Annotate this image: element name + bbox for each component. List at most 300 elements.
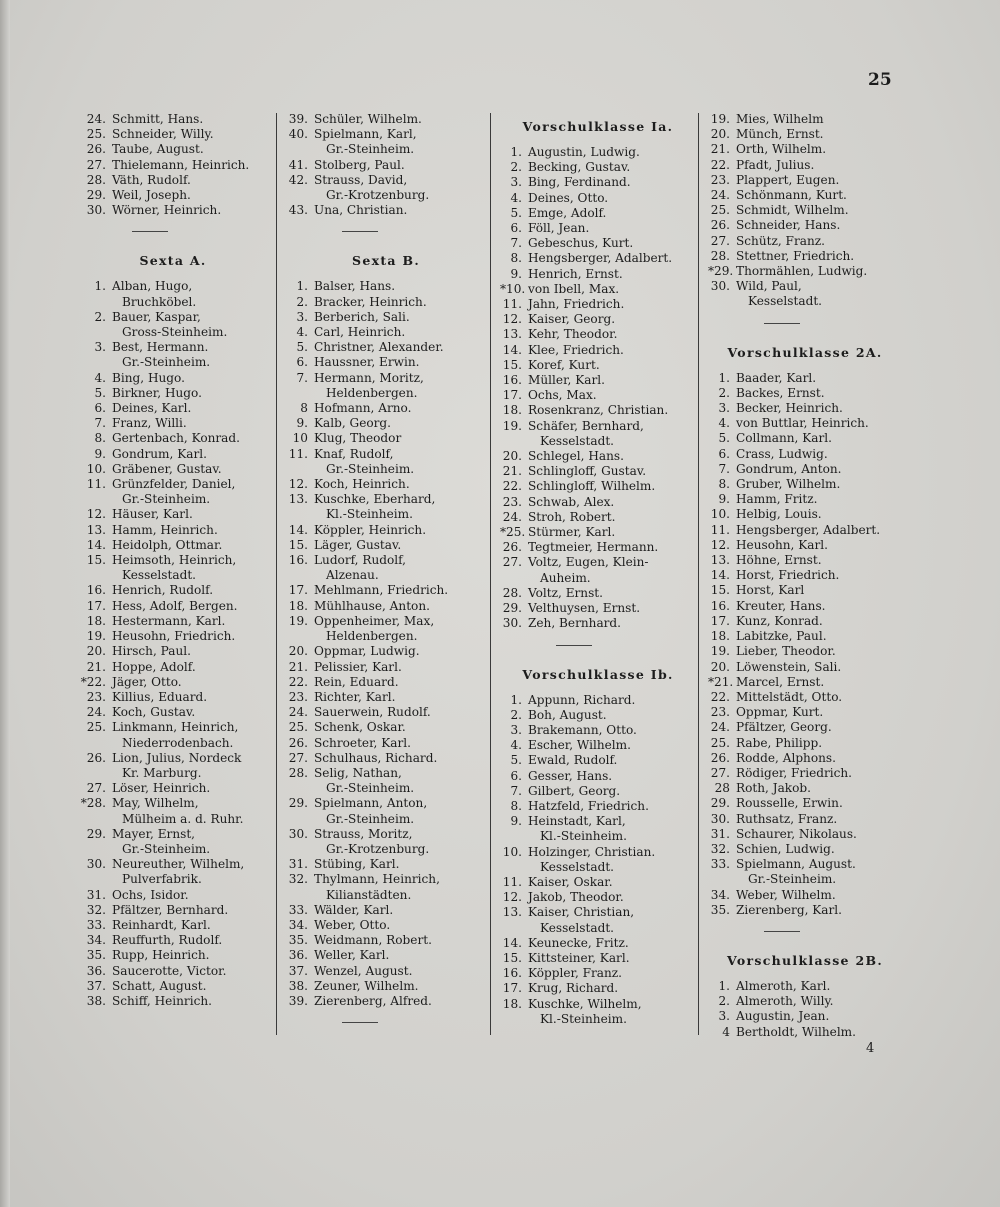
- student-entry: [708, 431, 902, 446]
- student-name: Henrich, Rudolf.: [112, 583, 214, 598]
- student-name: Schäfer, Bernhard,: [528, 418, 644, 433]
- student-name: Baader, Karl.: [736, 370, 817, 385]
- student-entry: [708, 173, 902, 188]
- entry-number: 13.: [710, 553, 730, 568]
- student-name: Christner, Alexander.: [314, 340, 444, 355]
- student-residence: [286, 888, 486, 903]
- student-name: Balser, Hans.: [314, 279, 396, 294]
- entry-number: 13.: [502, 905, 522, 920]
- entry-number: 32.: [86, 902, 106, 917]
- student-entry: [708, 462, 902, 477]
- entry-number: 14.: [288, 522, 308, 537]
- student-entry: [708, 599, 902, 614]
- entry-number: 24.: [502, 509, 522, 524]
- student-entry: [286, 720, 486, 735]
- column-divider: [698, 113, 699, 1035]
- student-name: Pfältzer, Georg.: [736, 720, 832, 735]
- student-entry: [500, 419, 696, 434]
- entry-number: 10.: [502, 844, 522, 859]
- entry-number: 23.: [502, 494, 522, 509]
- student-entry: [76, 386, 270, 401]
- student-entry: [708, 614, 902, 629]
- entry-number: 42.: [288, 172, 308, 187]
- entry-number: 15.: [710, 583, 730, 598]
- student-name: Rupp, Heinrich.: [112, 948, 210, 963]
- student-name: Neureuther, Wilhelm,: [112, 857, 245, 872]
- entry-number: 35.: [710, 902, 730, 917]
- student-entry: [500, 297, 696, 312]
- entry-number: 26.: [710, 218, 730, 233]
- section-divider: [556, 645, 592, 660]
- student-entry: [500, 738, 696, 753]
- student-name: Collmann, Karl.: [736, 431, 832, 446]
- residence-text: Gr.-Steinheim.: [122, 492, 211, 507]
- student-name: Weil, Joseph.: [112, 188, 191, 203]
- student-entry: [76, 948, 270, 963]
- entry-number: 1.: [510, 145, 522, 159]
- entry-number: 34.: [288, 917, 308, 932]
- student-name: Heusohn, Friedrich.: [112, 629, 236, 644]
- student-entry: [500, 525, 696, 540]
- entry-number: 21.: [288, 659, 308, 674]
- student-residence: [286, 568, 486, 583]
- residence-text: Mülheim a. d. Ruhr.: [122, 811, 244, 826]
- entry-number: 24.: [288, 705, 308, 720]
- student-residence: [286, 142, 486, 157]
- student-name: Schiff, Heinrich.: [112, 993, 212, 1008]
- student-entry: [708, 781, 902, 796]
- student-entry: [76, 751, 270, 766]
- entry-number: 38.: [288, 978, 308, 993]
- entry-number: 16.: [502, 966, 522, 981]
- entry-number: 33.: [288, 902, 308, 917]
- entry-number: 19.: [710, 112, 730, 126]
- entry-number: 27.: [710, 233, 730, 248]
- entry-number: 14.: [502, 342, 522, 357]
- entry-number: 23.: [710, 172, 730, 187]
- student-entry: [500, 981, 696, 996]
- entry-number: 9.: [94, 446, 106, 461]
- student-entry: [708, 979, 902, 994]
- student-name: Spielmann, Anton,: [314, 796, 428, 811]
- student-name: Löwenstein, Sali.: [736, 659, 842, 674]
- student-entry: [76, 462, 270, 477]
- student-name: Hoppe, Adolf.: [112, 659, 196, 674]
- student-name: Becking, Gustav.: [528, 160, 631, 175]
- student-entry: [76, 660, 270, 675]
- student-name: Kuschke, Eberhard,: [314, 492, 436, 507]
- entry-number: 11.: [86, 477, 106, 492]
- student-entry: [708, 553, 902, 568]
- student-entry: [76, 690, 270, 705]
- student-name: Best, Hermann.: [112, 340, 209, 355]
- entry-number: 21.: [502, 464, 522, 479]
- entry-number: 36.: [288, 948, 308, 963]
- entry-number: *22.: [80, 674, 106, 689]
- student-residence: [76, 872, 270, 887]
- student-entry: [76, 614, 270, 629]
- student-name: Schenk, Oskar.: [314, 720, 406, 735]
- entry-number: *29.: [708, 264, 734, 279]
- student-name: von Buttlar, Heinrich.: [736, 416, 869, 431]
- entry-number: 4.: [94, 370, 106, 385]
- entry-number: 11.: [710, 522, 730, 537]
- entry-number: 33.: [86, 917, 106, 932]
- residence-text: Gr.-Steinheim.: [326, 461, 415, 476]
- student-name: Taube, August.: [112, 142, 204, 157]
- student-entry: [286, 431, 486, 446]
- student-name: Velthuysen, Ernst.: [528, 601, 641, 616]
- entry-number: 14.: [86, 537, 106, 552]
- entry-number: 9.: [718, 492, 730, 507]
- student-name: Spielmann, Karl,: [314, 127, 417, 142]
- student-entry: [708, 827, 902, 842]
- column-3: [500, 112, 696, 1027]
- class-heading: Sexta A.: [139, 253, 207, 269]
- student-residence: [76, 766, 270, 781]
- student-name: Wälder, Karl.: [314, 902, 394, 917]
- student-name: Helbig, Louis.: [736, 507, 822, 522]
- student-name: Kuschke, Wilhelm,: [528, 996, 642, 1011]
- student-entry: [500, 936, 696, 951]
- student-name: Zeuner, Wilhelm.: [314, 978, 419, 993]
- student-name: Berberich, Sali.: [314, 309, 410, 324]
- column-divider: [276, 113, 277, 1035]
- student-name: Orth, Wilhelm.: [736, 142, 827, 157]
- student-residence: [76, 492, 270, 507]
- entry-number: 7.: [94, 416, 106, 431]
- student-entry: [286, 492, 486, 507]
- student-entry: [708, 249, 902, 264]
- entry-number: 24.: [710, 720, 730, 735]
- student-entry: [500, 449, 696, 464]
- entry-number: 8.: [94, 431, 106, 446]
- entry-number: 6.: [94, 401, 106, 416]
- student-entry: [286, 340, 486, 355]
- entry-number: *28.: [80, 796, 106, 811]
- student-entry: [708, 234, 902, 249]
- student-entry: [500, 769, 696, 784]
- entry-number: 16.: [86, 583, 106, 598]
- student-name: Läger, Gustav.: [314, 537, 402, 552]
- student-entry: [708, 507, 902, 522]
- entry-number: 27.: [710, 765, 730, 780]
- entry-number: 28.: [502, 585, 522, 600]
- student-name: Höhne, Ernst.: [736, 553, 822, 568]
- student-entry: [708, 994, 902, 1009]
- student-name: Boh, August.: [528, 707, 607, 722]
- student-entry: [76, 371, 270, 386]
- entry-number: 37.: [86, 978, 106, 993]
- entry-number: 9.: [510, 266, 522, 281]
- student-entry: [286, 948, 486, 963]
- entry-number: 1.: [94, 279, 106, 294]
- student-residence: [286, 781, 486, 796]
- entry-number: 11.: [288, 446, 308, 461]
- student-name: Mayer, Ernst,: [112, 826, 196, 841]
- student-name: Weller, Karl.: [314, 948, 390, 963]
- entry-number: 19.: [86, 629, 106, 644]
- entry-number: 27.: [86, 157, 106, 172]
- student-entry: [286, 644, 486, 659]
- student-name: Ewald, Rudolf.: [528, 753, 618, 768]
- entry-number: 20.: [710, 659, 730, 674]
- entry-number: 21.: [86, 659, 106, 674]
- student-entry: [708, 690, 902, 705]
- student-name: Augustin, Jean.: [736, 1009, 830, 1024]
- entry-number: 1.: [296, 279, 308, 294]
- student-name: Rosenkranz, Christian.: [528, 403, 669, 418]
- entry-number: 3.: [296, 309, 308, 324]
- student-entry: [500, 373, 696, 388]
- entry-number: 13.: [502, 327, 522, 342]
- entry-number: 17.: [502, 388, 522, 403]
- student-entry: [76, 994, 270, 1009]
- entry-number: 6.: [718, 446, 730, 461]
- entry-number: *21.: [708, 674, 734, 689]
- student-name: Gondrum, Karl.: [112, 446, 207, 461]
- student-entry: [286, 736, 486, 751]
- student-entry: [708, 188, 902, 203]
- entry-number: 22.: [288, 674, 308, 689]
- entry-number: 39.: [288, 993, 308, 1008]
- student-name: Voltz, Eugen, Klein-: [528, 555, 649, 570]
- entry-number: 24.: [86, 705, 106, 720]
- residence-text: Kesselstadt.: [540, 859, 615, 874]
- residence-text: Kl.-Steinheim.: [540, 829, 627, 844]
- residence-text: Alzenau.: [326, 568, 379, 583]
- entry-number: 10: [292, 431, 308, 446]
- student-entry: [500, 555, 696, 570]
- student-entry: [500, 510, 696, 525]
- entry-number: 25.: [288, 720, 308, 735]
- student-name: Augustin, Ludwig.: [528, 145, 640, 159]
- entry-number: 6.: [510, 221, 522, 236]
- student-name: Löser, Heinrich.: [112, 781, 211, 796]
- student-entry: [286, 447, 486, 462]
- student-name: Krug, Richard.: [528, 981, 619, 996]
- entry-number: 29.: [502, 601, 522, 616]
- student-name: Weber, Wilhelm.: [736, 887, 836, 902]
- student-name: Emge, Adolf.: [528, 205, 607, 220]
- section-divider: [764, 931, 800, 946]
- entry-number: 15.: [502, 357, 522, 372]
- student-name: Bertholdt, Wilhelm.: [736, 1024, 856, 1039]
- entry-number: 35.: [288, 933, 308, 948]
- student-entry: [286, 310, 486, 325]
- student-entry: [500, 905, 696, 920]
- student-name: Hatzfeld, Friedrich.: [528, 798, 649, 813]
- student-name: Jäger, Otto.: [112, 674, 182, 689]
- entry-number: 18.: [502, 996, 522, 1011]
- student-entry: [286, 903, 486, 918]
- student-entry: [76, 903, 270, 918]
- entry-number: 29.: [710, 796, 730, 811]
- entry-number: 20.: [710, 127, 730, 142]
- residence-text: Bruchköbel.: [122, 294, 197, 309]
- student-name: Backes, Ernst.: [736, 385, 825, 400]
- student-entry: [76, 583, 270, 598]
- entry-number: 21.: [710, 142, 730, 157]
- residence-text: Auheim.: [540, 570, 591, 585]
- student-entry: [76, 127, 270, 142]
- student-name: Plappert, Eugen.: [736, 172, 840, 187]
- class-heading: Vorschulklasse Ia.: [522, 119, 674, 134]
- entry-number: 2.: [510, 160, 522, 175]
- student-entry: [500, 616, 696, 631]
- student-entry: [500, 282, 696, 297]
- entry-number: 32.: [288, 872, 308, 887]
- student-entry: [286, 173, 486, 188]
- entry-number: 30.: [86, 857, 106, 872]
- student-name: Horst, Karl: [736, 583, 805, 598]
- entry-number: 27.: [502, 555, 522, 570]
- entry-number: 5.: [510, 205, 522, 220]
- sheet-signature: 4: [866, 1041, 875, 1056]
- student-entry: [286, 127, 486, 142]
- entry-number: 37.: [288, 963, 308, 978]
- student-entry: [286, 979, 486, 994]
- student-entry: [76, 310, 270, 325]
- student-entry: [76, 720, 270, 735]
- student-name: Gebeschus, Kurt.: [528, 236, 634, 251]
- student-entry: [76, 447, 270, 462]
- student-name: Keunecke, Fritz.: [528, 935, 629, 950]
- entry-number: 7.: [296, 370, 308, 385]
- student-name: Klee, Friedrich.: [528, 342, 624, 357]
- entry-number: 31.: [288, 857, 308, 872]
- section-divider: [764, 323, 800, 338]
- student-entry: [286, 371, 486, 386]
- entry-number: 34.: [86, 933, 106, 948]
- entry-number: 23.: [86, 689, 106, 704]
- student-name: Brakemann, Otto.: [528, 722, 637, 737]
- student-entry: [500, 388, 696, 403]
- entry-number: 26.: [86, 750, 106, 765]
- student-residence: [708, 294, 902, 309]
- entry-number: 13.: [288, 492, 308, 507]
- student-name: Münch, Ernst.: [736, 127, 824, 142]
- student-name: Wenzel, August.: [314, 963, 413, 978]
- entry-number: 1.: [718, 370, 730, 385]
- student-entry: [76, 431, 270, 446]
- student-residence: [286, 629, 486, 644]
- student-entry: [76, 158, 270, 173]
- student-name: Gruber, Wilhelm.: [736, 477, 841, 492]
- residence-text: Kl.-Steinheim.: [326, 507, 413, 522]
- student-name: Horst, Friedrich.: [736, 568, 840, 583]
- student-entry: [708, 401, 902, 416]
- student-name: Schneider, Willy.: [112, 127, 214, 142]
- student-entry: [500, 723, 696, 738]
- student-name: Hofmann, Arno.: [314, 401, 412, 416]
- student-name: Wild, Paul,: [736, 279, 802, 294]
- entry-number: 28.: [288, 765, 308, 780]
- residence-text: Gr.-Steinheim.: [326, 811, 415, 826]
- entry-number: 20.: [502, 449, 522, 464]
- entry-number: *25.: [500, 525, 526, 540]
- student-name: Reuffurth, Rudolf.: [112, 933, 223, 948]
- column-divider: [490, 113, 491, 1035]
- entry-number: 1.: [718, 978, 730, 993]
- student-entry: [76, 964, 270, 979]
- student-name: Schwab, Alex.: [528, 494, 615, 509]
- residence-text: Kesselstadt.: [540, 920, 615, 935]
- student-name: Gesser, Hans.: [528, 768, 613, 783]
- student-entry: [500, 403, 696, 418]
- entry-number: 6.: [296, 355, 308, 370]
- student-entry: [708, 583, 902, 598]
- student-name: Becker, Heinrich.: [736, 401, 843, 416]
- student-entry: [708, 842, 902, 857]
- class-heading: Sexta B.: [352, 253, 420, 269]
- student-name: Knaf, Rudolf,: [314, 446, 394, 461]
- student-entry: [76, 553, 270, 568]
- student-entry: [708, 218, 902, 233]
- student-name: Mühlhause, Anton.: [314, 598, 430, 613]
- student-name: Rousselle, Erwin.: [736, 796, 843, 811]
- student-name: Oppenheimer, Max,: [314, 613, 435, 628]
- entry-number: 9.: [296, 416, 308, 431]
- residence-text: Gr.-Steinheim.: [326, 142, 415, 157]
- student-entry: [286, 112, 486, 127]
- student-name: Schlingloff, Gustav.: [528, 464, 647, 479]
- student-entry: [76, 188, 270, 203]
- entry-number: 4.: [718, 416, 730, 431]
- student-entry: [76, 644, 270, 659]
- section-divider: [342, 1022, 378, 1037]
- student-entry: [708, 127, 902, 142]
- student-entry: [286, 538, 486, 553]
- student-entry: [286, 994, 486, 1009]
- student-name: Köppler, Heinrich.: [314, 522, 427, 537]
- student-entry: [708, 477, 902, 492]
- student-entry: [500, 343, 696, 358]
- student-entry: [286, 599, 486, 614]
- entry-number: 14.: [502, 935, 522, 950]
- student-name: Heinstadt, Karl,: [528, 814, 626, 829]
- entry-number: 2.: [718, 385, 730, 400]
- entry-number: 5.: [718, 431, 730, 446]
- student-name: Hestermann, Karl.: [112, 613, 226, 628]
- student-residence: [76, 325, 270, 340]
- entry-number: 7.: [510, 783, 522, 798]
- student-entry: [708, 492, 902, 507]
- student-name: Mittelstädt, Otto.: [736, 689, 843, 704]
- student-entry: [286, 279, 486, 294]
- student-entry: [500, 814, 696, 829]
- student-entry: [708, 644, 902, 659]
- student-entry: [286, 523, 486, 538]
- student-entry: [500, 601, 696, 616]
- entry-number: 25.: [86, 720, 106, 735]
- student-entry: [708, 857, 902, 872]
- student-entry: [500, 951, 696, 966]
- entry-number: 11.: [502, 874, 522, 889]
- entry-number: 8.: [510, 798, 522, 813]
- entry-number: 12.: [710, 537, 730, 552]
- page-number: 25: [868, 70, 892, 90]
- entry-number: 17.: [86, 598, 106, 613]
- student-entry: [286, 325, 486, 340]
- residence-text: Kesselstadt.: [122, 568, 197, 583]
- entry-number: 2.: [510, 707, 522, 722]
- entry-number: 16.: [502, 373, 522, 388]
- student-name: Gertenbach, Konrad.: [112, 431, 240, 446]
- student-name: Alban, Hugo,: [112, 279, 193, 294]
- student-name: Häuser, Karl.: [112, 507, 193, 522]
- entry-number: 5.: [510, 753, 522, 768]
